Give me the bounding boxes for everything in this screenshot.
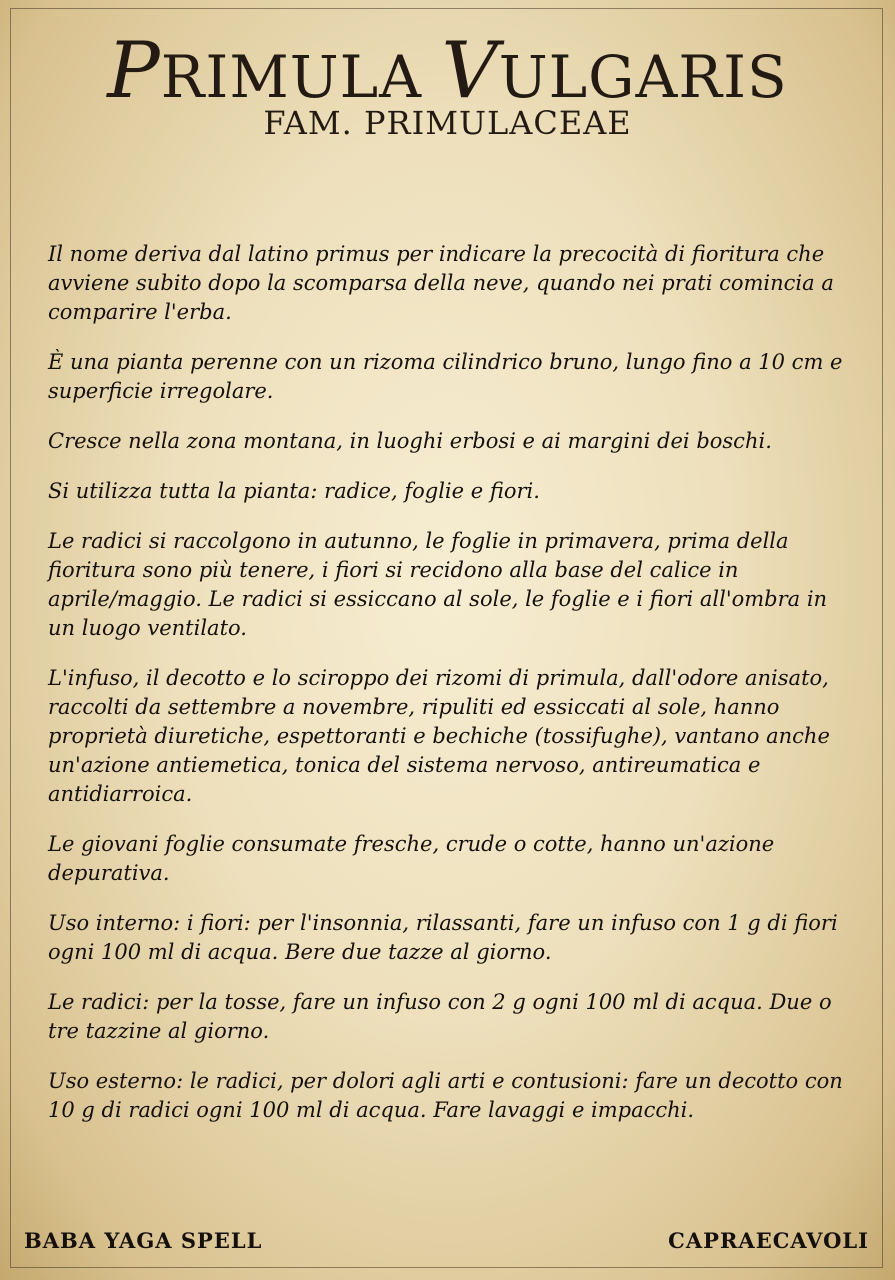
body-text	[48, 240, 848, 1146]
paragraph: L'infuso, il decotto e lo sciroppo dei rizomi di primula, dall'odore anisato, raccolti da settembre a novembre, ripuliti ed essiccati al sole, hanno proprietà diuretiche, espettoranti e bechiche (tossifughe), vantano anche un'azione antiemetica, tonica del sistema nervoso, antireumatica e antidiarroica.	[48, 666, 830, 806]
page-title	[0, 26, 895, 116]
paragraph: Cresce nella zona montana, in luoghi erbosi e ai margini dei boschi.	[48, 429, 772, 453]
paragraph: Le radici si raccolgono in autunno, le foglie in primavera, prima della fioritura sono più tenere, i fiori si recidono alla base del calice in aprile/maggio. Le radici si essiccano al sole, le foglie e i fiori all'ombra in un luogo ventilato.	[48, 529, 828, 640]
paragraph: Uso interno: i fiori: per l'insonnia, rilassanti, fare un infuso con 1 g di fiori ogni 100 ml di acqua. Bere due tazze al giorno.	[48, 911, 838, 964]
paragraph: Le giovani foglie consumate fresche, crude o cotte, hanno un'azione depurativa.	[48, 832, 775, 885]
title-initial-v: V	[441, 26, 499, 116]
title-part-1: RIMULA	[160, 43, 442, 111]
paragraph: Uso esterno: le radici, per dolori agli arti e contusioni: fare un decotto con 10 g di radici ogni 100 ml di acqua. Fare lavaggi e impacchi.	[48, 1069, 843, 1122]
footer-right-label: CAPRAECAVOLI	[668, 1228, 869, 1253]
title-part-2: ULGARIS	[498, 43, 788, 111]
paragraph: È una pianta perenne con un rizoma cilindrico bruno, lungo fino a 10 cm e superficie irregolare.	[48, 350, 843, 403]
paragraph: Il nome deriva dal latino primus per indicare la precocità di fioritura che avviene subito dopo la scomparsa della neve, quando nei prati comincia a comparire l'erba.	[48, 242, 834, 324]
title-initial-p: P	[107, 26, 161, 116]
footer-left-label: BABA YAGA SPELL	[24, 1228, 263, 1253]
paragraph: Le radici: per la tosse, fare un infuso con 2 g ogni 100 ml di acqua. Due o tre tazzine al giorno.	[48, 990, 832, 1043]
paragraph: Si utilizza tutta la pianta: radice, foglie e fiori.	[48, 479, 540, 503]
header	[0, 26, 895, 142]
page-subtitle: FAM. PRIMULACEAE	[263, 104, 632, 142]
